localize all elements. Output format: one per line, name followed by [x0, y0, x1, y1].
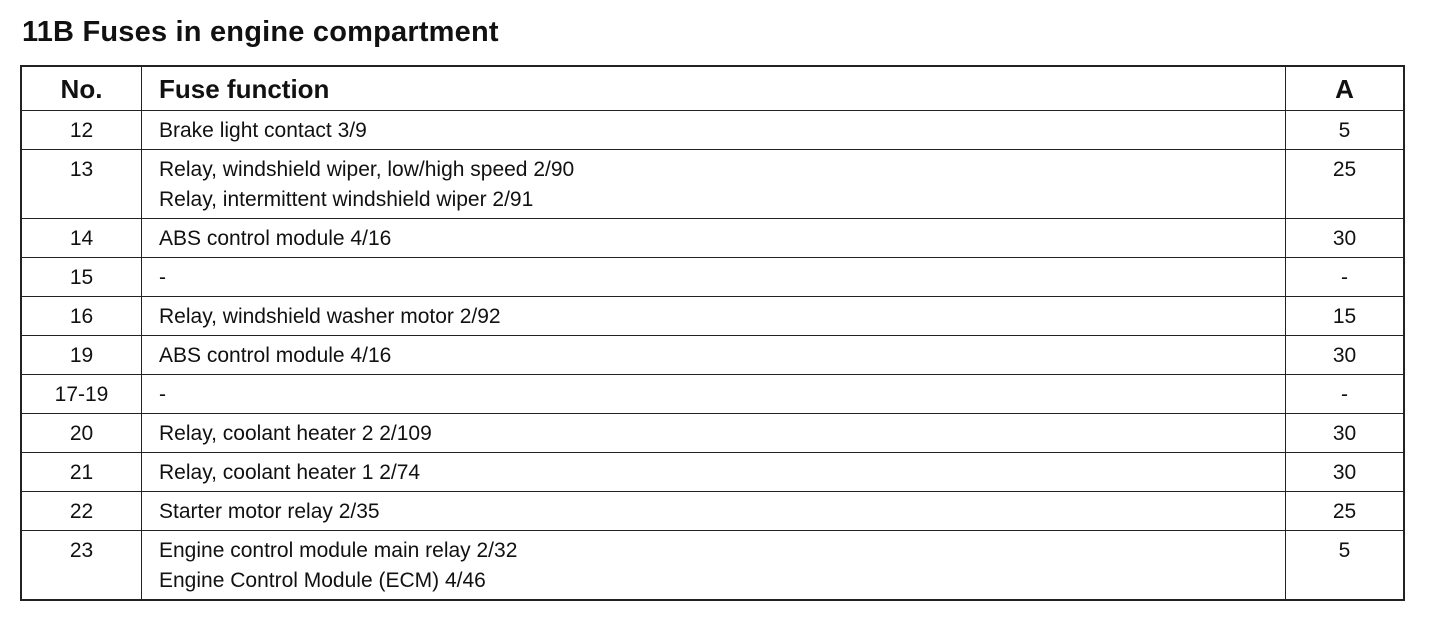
fuse-number: 22	[21, 492, 142, 531]
fuse-amperage: 30	[1286, 414, 1405, 453]
fuse-number: 12	[21, 111, 142, 150]
fuse-function-cell	[142, 414, 1286, 453]
fuse-number: 21	[21, 453, 142, 492]
fuse-function: ABS control module 4/16	[159, 344, 392, 367]
fuse-number: 19	[21, 336, 142, 375]
fuse-function: Relay, windshield wiper, low/high speed 2/90	[159, 158, 575, 181]
fuse-function-cell	[142, 150, 1286, 219]
table-row	[21, 150, 1404, 219]
table-body	[21, 111, 1404, 601]
fuse-amperage: 5	[1286, 111, 1405, 150]
table-row	[21, 453, 1404, 492]
fuse-function-cell	[142, 297, 1286, 336]
fuse-amperage: 30	[1286, 336, 1405, 375]
table-row	[21, 336, 1404, 375]
page-title: 11B Fuses in engine compartment	[22, 16, 499, 48]
fuse-function: -	[159, 266, 166, 289]
fuse-function: Relay, coolant heater 2 2/109	[159, 422, 432, 445]
fuse-function-cell	[142, 375, 1286, 414]
fuse-function: -	[159, 383, 166, 406]
fuse-function-cell	[142, 492, 1286, 531]
fuse-number: 13	[21, 150, 142, 219]
fuse-function: Relay, windshield washer motor 2/92	[159, 305, 501, 328]
table-row	[21, 219, 1404, 258]
fuse-function: ABS control module 4/16	[159, 227, 392, 250]
fuse-function-cell	[142, 219, 1286, 258]
table-row	[21, 492, 1404, 531]
fuse-amperage: 30	[1286, 453, 1405, 492]
fuse-number: 17-19	[21, 375, 142, 414]
fuse-table	[20, 65, 1405, 601]
fuse-amperage: 25	[1286, 150, 1405, 219]
fuse-number: 23	[21, 531, 142, 601]
header-number: No.	[21, 66, 142, 111]
fuse-function: Engine control module main relay 2/32	[159, 539, 518, 562]
fuse-amperage: -	[1286, 258, 1405, 297]
fuse-function-cell	[142, 258, 1286, 297]
fuse-function: Relay, intermittent windshield wiper 2/91	[159, 188, 534, 211]
table-header-row	[21, 66, 1404, 111]
fuse-amperage: 5	[1286, 531, 1405, 601]
table-row	[21, 375, 1404, 414]
fuse-number: 20	[21, 414, 142, 453]
fuse-function-cell	[142, 336, 1286, 375]
fuse-function: Brake light contact 3/9	[159, 119, 367, 142]
fuse-function-cell	[142, 453, 1286, 492]
fuse-amperage: 15	[1286, 297, 1405, 336]
table-row	[21, 111, 1404, 150]
fuse-function: Relay, coolant heater 1 2/74	[159, 461, 421, 484]
fuse-amperage: 25	[1286, 492, 1405, 531]
table-row	[21, 297, 1404, 336]
table-row	[21, 531, 1404, 601]
fuse-function: Engine Control Module (ECM) 4/46	[159, 569, 486, 592]
table-row	[21, 414, 1404, 453]
fuse-number: 15	[21, 258, 142, 297]
header-fuse-function: Fuse function	[142, 66, 1286, 111]
table-row	[21, 258, 1404, 297]
header-amperage: A	[1286, 66, 1405, 111]
fuse-function: Starter motor relay 2/35	[159, 500, 380, 523]
fuse-function-cell	[142, 531, 1286, 601]
fuse-function-cell	[142, 111, 1286, 150]
fuse-number: 16	[21, 297, 142, 336]
fuse-amperage: 30	[1286, 219, 1405, 258]
fuse-amperage: -	[1286, 375, 1405, 414]
fuse-number: 14	[21, 219, 142, 258]
